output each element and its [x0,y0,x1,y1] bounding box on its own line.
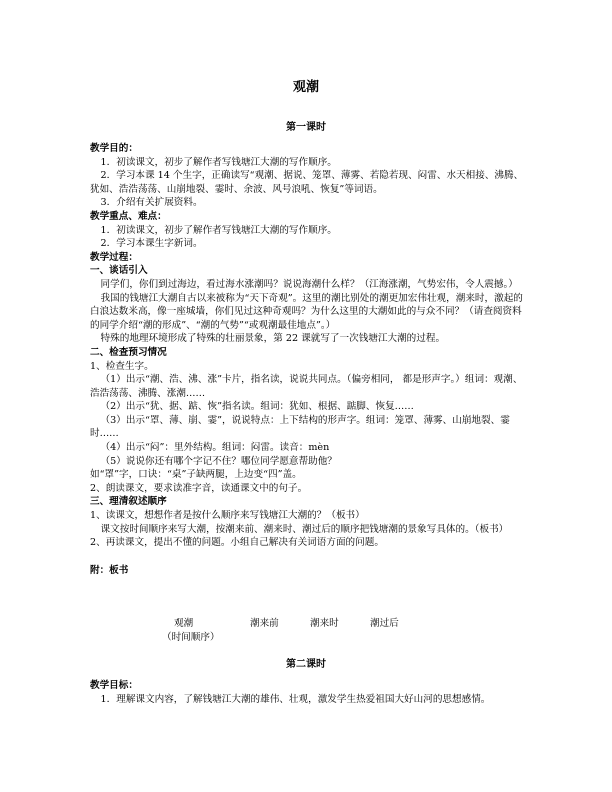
board-during: 潮来时 [310,618,339,629]
process-heading: 教学过程： [90,251,138,263]
part2-heading: 二、检查预习情况 [90,346,167,358]
board-sub: （时间顺序） [162,632,220,643]
paragraph: 1、检查生字。 [90,360,154,372]
board-after: 潮过后 [370,618,399,629]
page-title: 观潮 [292,80,319,95]
part1-heading: 一、谈话引入 [90,265,148,277]
paragraph: 特殊的地理环境形成了特殊的壮丽景象，第 22 课就写了一次钱塘江大潮的过程。 [100,333,446,345]
lesson1-body [90,142,528,577]
paragraph: （1）出示“潮、浩、沸、涨”卡片，指名读，说说共同点。（偏旁相同， 都是形声字。）组词：观潮、浩浩荡荡、沸腾、涨潮…… [90,374,523,399]
goals-heading: 教学目的： [90,143,138,154]
paragraph: 1、读课文，想想作者是按什么顺序来写钱塘江大潮的？（板书） [90,510,365,522]
board-main: 观潮 [174,618,194,629]
part3-heading: 三、理清叙述顺序 [90,496,167,508]
goal-item: 3．介绍有关扩展资料。 [100,197,203,209]
lesson1-heading: 第一课时 [286,122,326,133]
board-heading: 附：板书 [90,564,129,576]
goal-item: 2．学习本课 14 个生字，正确读写“观潮、据说、笼罩、薄雾、若隐若现、闷雷、水天相接、沸腾、犹如、浩浩荡荡、山崩地裂、霎时、余波、风号浪吼、恢复”等词语。 [90,170,524,195]
paragraph: （4）出示“闷”：里外结构。组词：闷雷。读音：mèn [100,442,330,454]
goal-item: 1．理解课文内容，了解钱塘江大潮的雄伟、壮观，激发学生热爱祖国大好山河的思想感情。 [100,693,491,705]
paragraph: 我国的钱塘江大潮自古以来被称为“天下奇观”。这里的潮比别处的潮更加宏伟壮观，潮来时，激起的白浪达数米高，像一座城墙，你们见过这种奇观吗？为什么这里的大潮如此的与众不同？（请查阅资料的同学介绍“潮的形成”、“潮的气势”“或观潮最佳地点”。） [90,292,523,331]
lesson2-goals-heading: 教学目标： [90,680,138,691]
key-item: 2．学习本课生字新词。 [100,238,203,250]
paragraph: （2）出示“犹、据、踮、恢”指名读。组词：犹如、根据、踮脚、恢复…… [100,401,414,413]
lesson2-body [90,679,528,706]
paragraph: （3）出示“罩、薄、崩、霎”，说说特点：上下结构的形声字。组词：笼罩、薄雾、山崩地裂、霎时…… [90,414,510,440]
goal-item: 1．初读课文，初步了解作者写钱塘江大潮的写作顺序。 [100,156,337,168]
paragraph: 课文按时间顺序来写大潮，按潮来前、潮来时、潮过后的顺序把钱塘潮的景象写具体的。（板书） [100,523,509,535]
paragraph: 同学们，你们到过海边，看过海水涨潮吗？说说海潮什么样？（江海涨潮，气势宏伟，令人震撼。） [100,278,518,290]
board-before: 潮来前 [250,618,279,629]
key-item: 1．初读课文，初步了解作者写钱塘江大潮的写作顺序。 [100,224,337,236]
lesson2-heading: 第二课时 [286,659,326,670]
paragraph: 2、朗读课文，要求读准字音，读通课文中的句子。 [90,482,308,494]
paragraph: 2、再读课文，提出不懂的问题。小组自己解决有关词语方面的问题。 [90,537,384,549]
paragraph: 如“罩”字，口诀：“桌”子缺两腿，上边变“四”盖。 [90,469,302,481]
key-heading: 教学重点、难点： [90,210,167,222]
paragraph: （5）说说你还有哪个字记不住？哪位同学愿意帮助他？ [100,455,337,467]
